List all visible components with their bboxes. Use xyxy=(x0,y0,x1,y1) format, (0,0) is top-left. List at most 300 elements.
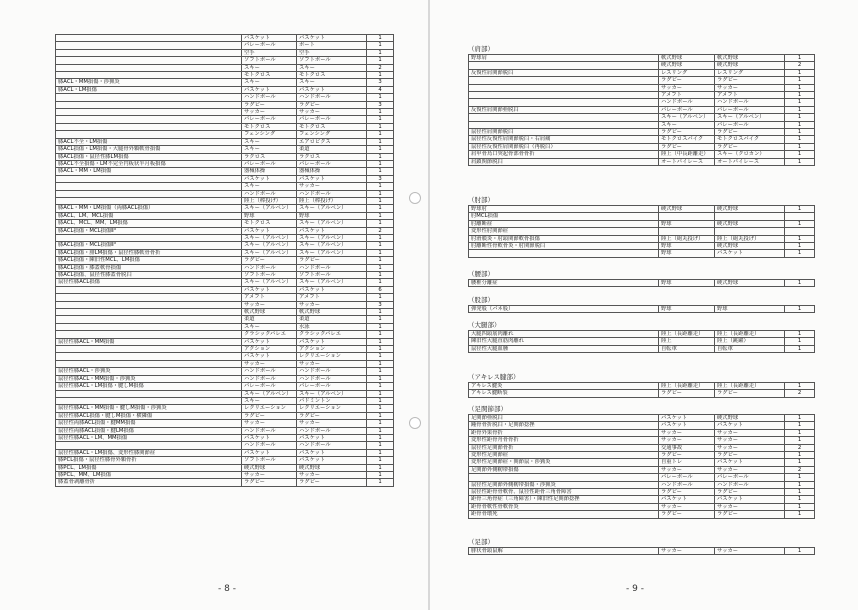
sport-cell: バスケット xyxy=(242,86,297,93)
table-row xyxy=(469,390,815,397)
sport2-cell: バレーボール xyxy=(715,121,785,128)
injury-cell xyxy=(56,35,242,42)
binder-hole-top xyxy=(409,192,421,204)
table-row xyxy=(56,227,394,234)
table-row xyxy=(56,79,394,86)
count-cell: 1 xyxy=(785,489,815,496)
table-row xyxy=(469,92,815,99)
sport-cell: バスケット xyxy=(659,422,715,429)
sport2-cell: 硬式野球 xyxy=(297,464,367,471)
injury-cell: 鼠径性膝ACL・MM損傷・腱しM損傷・渉猟炎 xyxy=(56,405,242,412)
table-row xyxy=(56,264,394,271)
count-cell: 1 xyxy=(367,449,394,456)
table-row xyxy=(56,309,394,316)
table-row xyxy=(56,331,394,338)
table-row xyxy=(469,243,815,250)
sport2-cell: バスケット xyxy=(715,459,785,466)
section-table xyxy=(468,414,815,519)
sport2-cell: レクリエーション xyxy=(297,353,367,360)
count-cell: 1 xyxy=(785,422,815,429)
count-cell: 2 xyxy=(785,390,815,397)
count-cell: 1 xyxy=(367,116,394,123)
sport2-cell: サッカー xyxy=(297,420,367,427)
section-title: （足部） xyxy=(468,538,494,546)
count-cell: 1 xyxy=(785,121,815,128)
sport2-cell: バスケット xyxy=(297,286,367,293)
injury-cell xyxy=(56,360,242,367)
sport2-cell: スキー（アルペン） xyxy=(297,205,367,212)
sport2-cell: 硬式野球 xyxy=(715,280,785,287)
table-row xyxy=(56,205,394,212)
sport2-cell: サッカー xyxy=(715,548,785,555)
count-cell: 1 xyxy=(367,368,394,375)
count-cell: 1 xyxy=(367,420,394,427)
injury-cell xyxy=(469,62,659,69)
sport2-cell: 硬式野球 xyxy=(715,206,785,213)
table-row xyxy=(56,368,394,375)
sport2-cell: 陸上（跳躍） xyxy=(715,338,785,345)
sport-cell: ラグビー xyxy=(659,390,715,397)
injury-section xyxy=(468,295,815,313)
section-table xyxy=(468,279,815,287)
sport-cell: サッカー xyxy=(659,548,715,555)
left-page xyxy=(0,0,428,610)
table-row xyxy=(56,405,394,412)
sport-cell: アメフト xyxy=(242,294,297,301)
count-cell: 1 xyxy=(367,234,394,241)
count-cell xyxy=(785,213,815,220)
table-row xyxy=(469,422,815,429)
table-row xyxy=(56,316,394,323)
injury-cell: 膝ACL損傷、鼠径性膝蓋骨脱臼 xyxy=(56,272,242,279)
count-cell xyxy=(785,228,815,235)
sport-cell: ハンドボール xyxy=(242,190,297,197)
section-title: （アキレス腱部） xyxy=(468,373,520,381)
count-cell: 1 xyxy=(367,168,394,175)
sport2-cell: スキー（アルペン） xyxy=(715,114,785,121)
count-cell: 1 xyxy=(367,220,394,227)
injury-cell xyxy=(56,42,242,49)
sport2-cell: バレーボール xyxy=(715,106,785,113)
injury-section xyxy=(468,537,815,555)
sport2-cell: 器械体操 xyxy=(297,168,367,175)
injury-cell xyxy=(56,331,242,338)
page-number-left: - 8 - xyxy=(218,584,236,594)
table-row xyxy=(56,471,394,478)
table-row xyxy=(56,427,394,434)
sport-cell: スキー（アルペン） xyxy=(242,234,297,241)
table-row xyxy=(469,250,815,257)
sport-cell: ハンドボール xyxy=(659,481,715,488)
sport2-cell: バレーボール xyxy=(297,383,367,390)
sport2-cell: ラグビー xyxy=(297,257,367,264)
sport2-cell: エアロビクス xyxy=(297,138,367,145)
injury-cell: 肩鎖関節脱臼 xyxy=(469,158,659,165)
injury-cell: 距骨骨軟性骨軟骨炎 xyxy=(469,503,659,510)
sport-cell: 野球 xyxy=(659,250,715,257)
sport-cell: バスケット xyxy=(242,353,297,360)
sport2-cell: バスケット xyxy=(297,86,367,93)
injury-cell: 膝蓋骨剥離骨折 xyxy=(56,479,242,486)
count-cell: 1 xyxy=(367,434,394,441)
injury-cell: 鼠径性反復性肩関節脱臼（再脱臼） xyxy=(469,143,659,150)
sport-cell: スキー xyxy=(242,323,297,330)
sport2-cell: スキー（アルペン） xyxy=(297,234,367,241)
injury-cell: 鼠径性膝ACL・LM損傷・腱しM損傷 xyxy=(56,383,242,390)
section-table xyxy=(468,382,815,398)
sport-cell: ラグビー xyxy=(242,257,297,264)
sport-cell: スキー xyxy=(242,79,297,86)
count-cell: 2 xyxy=(785,444,815,451)
right-page xyxy=(430,0,858,610)
injury-cell xyxy=(56,49,242,56)
sport2-cell: モトクロスバイク xyxy=(715,136,785,143)
sport-cell: ソフトボール xyxy=(242,57,297,64)
table-row xyxy=(56,49,394,56)
injury-cell: 距骨三角骨症（三角障害）・陳旧性足関節捻挫 xyxy=(469,496,659,503)
injury-cell: アキレス腱炎 xyxy=(469,383,659,390)
table-row xyxy=(469,228,815,235)
injury-cell xyxy=(56,286,242,293)
count-cell: 1 xyxy=(785,158,815,165)
count-cell: 1 xyxy=(367,427,394,434)
injury-cell: アキレス腱断裂 xyxy=(469,390,659,397)
sport2-cell: ソフトボール xyxy=(297,57,367,64)
injury-section xyxy=(468,320,815,353)
table-row xyxy=(469,459,815,466)
count-cell: 1 xyxy=(367,346,394,353)
sport-cell: 陸上（長距離走） xyxy=(659,383,715,390)
sport2-cell: サッカー xyxy=(715,466,785,473)
injury-cell: 膝ACL、MCL、MM、LM損傷 xyxy=(56,220,242,227)
count-cell: 1 xyxy=(367,471,394,478)
sport-cell: ハンドボール xyxy=(242,427,297,434)
injury-cell: 肩甲骨烏口突起骨部骨骨折 xyxy=(469,151,659,158)
sport2-cell: 柔道 xyxy=(297,146,367,153)
count-cell: 1 xyxy=(367,383,394,390)
injury-cell xyxy=(469,474,659,481)
count-cell: 1 xyxy=(367,190,394,197)
table-row xyxy=(469,143,815,150)
table-row xyxy=(56,183,394,190)
sport2-cell: 陸上（長距離走） xyxy=(715,331,785,338)
injury-cell: 変形性距骨舟骨骨折 xyxy=(469,437,659,444)
injury-cell: 鼠径性距骨骨軟骨、鼠径性距骨三角骨障害 xyxy=(469,489,659,496)
sport2-cell: ラグビー xyxy=(715,77,785,84)
sport2-cell xyxy=(715,213,785,220)
sport2-cell: バレーボール xyxy=(297,116,367,123)
count-cell: 1 xyxy=(785,114,815,121)
injury-cell: 反復性肩関節脱臼 xyxy=(469,69,659,76)
sport-cell: 軟式野球 xyxy=(659,55,715,62)
sport-cell: サッカー xyxy=(659,466,715,473)
table-row xyxy=(56,442,394,449)
sport2-cell: ハンドボール xyxy=(297,427,367,434)
injury-cell: 鼠径性両膝ACL損傷・腱MM損傷 xyxy=(56,420,242,427)
table-row xyxy=(56,72,394,79)
sport-cell: 空手 xyxy=(242,49,297,56)
injury-section xyxy=(468,372,815,398)
page-number-right: - 9 - xyxy=(626,584,644,594)
injury-cell: 腰椎分離症 xyxy=(469,280,659,287)
count-cell: 1 xyxy=(785,77,815,84)
injury-cell: 大腿四頭筋肉離れ xyxy=(469,331,659,338)
sport2-cell: バスケット xyxy=(297,35,367,42)
count-cell: 2 xyxy=(785,62,815,69)
sport-cell: サッカー xyxy=(242,301,297,308)
count-cell: 1 xyxy=(785,452,815,459)
table-row xyxy=(469,452,815,459)
sport2-cell: サッカー xyxy=(297,301,367,308)
table-row xyxy=(469,496,815,503)
injury-cell xyxy=(56,183,242,190)
injury-cell: 陳旧性大腿直筋肉離れ xyxy=(469,338,659,345)
count-cell: 1 xyxy=(367,360,394,367)
count-cell: 4 xyxy=(367,86,394,93)
injury-cell xyxy=(56,234,242,241)
sport-cell: レスリング xyxy=(659,69,715,76)
count-cell: 1 xyxy=(785,129,815,136)
sport2-cell: オートバイレース xyxy=(715,158,785,165)
sport-cell: スキー xyxy=(242,397,297,404)
count-cell: 1 xyxy=(785,503,815,510)
sport-cell: 陸上 xyxy=(659,338,715,345)
injury-cell xyxy=(469,250,659,257)
count-cell: 1 xyxy=(785,474,815,481)
table-row xyxy=(56,57,394,64)
injury-cell: 膝ACL損傷・腓LM損傷・鼠径性膝軟骨骨折 xyxy=(56,249,242,256)
count-cell: 1 xyxy=(367,242,394,249)
injury-cell xyxy=(469,114,659,121)
table-row xyxy=(469,383,815,390)
sport-cell: 野球 xyxy=(659,280,715,287)
sport-cell: バスケット xyxy=(242,35,297,42)
sport2-cell: スキー xyxy=(297,79,367,86)
injury-cell xyxy=(56,109,242,116)
table-row xyxy=(56,272,394,279)
sport2-cell: ラグビー xyxy=(715,129,785,136)
injury-cell: 鼠径性足関節外側靭帯損傷・渉猟炎 xyxy=(469,481,659,488)
count-cell: 1 xyxy=(367,316,394,323)
sport2-cell: バスケット xyxy=(715,422,785,429)
sport-cell xyxy=(659,228,715,235)
sport2-cell: 陸上（砲丸投げ） xyxy=(715,235,785,242)
injury-cell xyxy=(56,190,242,197)
injury-cell: 野球肘 xyxy=(469,206,659,213)
sport2-cell: ラグビー xyxy=(297,412,367,419)
injury-cell: 鼠径性膝ACL損傷・腱しM損傷・横隣傷 xyxy=(56,412,242,419)
injury-cell: 変形性肘関節症 xyxy=(469,228,659,235)
table-row xyxy=(56,301,394,308)
sport-cell: 野球 xyxy=(659,220,715,227)
table-row xyxy=(56,101,394,108)
table-row xyxy=(56,279,394,286)
section-table xyxy=(468,205,815,258)
sport2-cell: アクション xyxy=(297,346,367,353)
sport2-cell: アメフト xyxy=(297,294,367,301)
count-cell: 1 xyxy=(785,415,815,422)
sport2-cell: ラグビー xyxy=(715,143,785,150)
sport2-cell: ラグビー xyxy=(715,489,785,496)
count-cell: 1 xyxy=(785,136,815,143)
sport2-cell xyxy=(715,228,785,235)
injury-cell xyxy=(56,72,242,79)
sport-cell: バスケット xyxy=(242,286,297,293)
injury-cell: 膝ACL・MM・LM損傷 xyxy=(56,168,242,175)
sport2-cell: 硬式野球 xyxy=(715,220,785,227)
sport2-cell: 硬式野球 xyxy=(715,243,785,250)
injury-cell: 変形性足関節症・関節鼠・渉猟炎 xyxy=(469,459,659,466)
sport-cell: ハンドボール xyxy=(242,368,297,375)
count-cell: 1 xyxy=(367,479,394,486)
table-row xyxy=(56,116,394,123)
sport2-cell: サッカー xyxy=(715,429,785,436)
sport2-cell: ラグビー xyxy=(715,390,785,397)
count-cell: 1 xyxy=(785,84,815,91)
sport2-cell: モトクロス xyxy=(297,72,367,79)
table-row xyxy=(56,434,394,441)
count-cell: 1 xyxy=(367,146,394,153)
count-cell: 1 xyxy=(785,235,815,242)
injury-cell xyxy=(469,84,659,91)
count-cell: 1 xyxy=(785,338,815,345)
injury-cell xyxy=(469,92,659,99)
count-cell: 1 xyxy=(367,42,394,49)
sport-cell: 自転車 xyxy=(659,345,715,352)
sport2-cell: 野球 xyxy=(715,306,785,313)
sport2-cell: ハンドボール xyxy=(715,481,785,488)
sport2-cell: サッカー xyxy=(297,471,367,478)
injury-cell: 鼠径性膝ACL・LM、MM損傷 xyxy=(56,434,242,441)
injury-cell: 肘離断性骨軟骨炎・肘関節脱臼 xyxy=(469,243,659,250)
sport2-cell: サッカー xyxy=(715,444,785,451)
count-cell: 1 xyxy=(367,212,394,219)
sport2-cell: スキー（アルペン） xyxy=(297,220,367,227)
sport2-cell: バスケット xyxy=(297,175,367,182)
sport2-cell: アメフト xyxy=(715,92,785,99)
injury-cell xyxy=(56,442,242,449)
sport2-cell: バスケット xyxy=(715,496,785,503)
injury-cell: 膝PCL損傷・鼠径性膝骨外顆骨折 xyxy=(56,457,242,464)
count-cell: 1 xyxy=(367,35,394,42)
injury-cell: 膝ACL、LM、MCL損傷 xyxy=(56,212,242,219)
sport-cell: スキー（アルペン） xyxy=(242,249,297,256)
count-cell: 1 xyxy=(785,331,815,338)
table-row xyxy=(469,474,815,481)
sport-cell: ハンドボール xyxy=(659,99,715,106)
count-cell: 1 xyxy=(367,264,394,271)
table-row xyxy=(469,503,815,510)
table-row xyxy=(56,286,394,293)
table-row xyxy=(56,42,394,49)
table-row xyxy=(469,437,815,444)
injury-cell: 弾発股（バネ股） xyxy=(469,306,659,313)
injury-cell: 変形性足関節症 xyxy=(469,452,659,459)
sport-cell: 陸上（砲丸投げ） xyxy=(659,235,715,242)
injury-cell xyxy=(469,99,659,106)
table-row xyxy=(469,213,815,220)
sport2-cell: バスケット xyxy=(297,434,367,441)
table-row xyxy=(56,234,394,241)
count-cell: 6 xyxy=(367,286,394,293)
injury-cell xyxy=(56,175,242,182)
table-row xyxy=(469,489,815,496)
sport-cell: ハンドボール xyxy=(242,375,297,382)
sport2-cell: 陸上（長距離走） xyxy=(715,383,785,390)
sport-cell: バレーボール xyxy=(242,116,297,123)
sport-cell: ラグビー xyxy=(242,479,297,486)
table-row xyxy=(469,235,815,242)
sport2-cell: 水泳 xyxy=(297,323,367,330)
count-cell: 2 xyxy=(367,227,394,234)
sport2-cell: バスケット xyxy=(297,338,367,345)
count-cell: 1 xyxy=(785,92,815,99)
sport-cell: 野球 xyxy=(242,212,297,219)
injury-cell xyxy=(56,131,242,138)
sport-cell: 軟式野球 xyxy=(242,309,297,316)
sport-cell: スキー xyxy=(242,138,297,145)
sport-cell: 交通事故 xyxy=(659,444,715,451)
table-row xyxy=(469,151,815,158)
injury-cell xyxy=(56,346,242,353)
table-row xyxy=(56,257,394,264)
count-cell: 1 xyxy=(785,437,815,444)
injury-cell xyxy=(56,197,242,204)
table-row xyxy=(56,190,394,197)
injury-cell: 膝ACL損傷・MCL損傷Ⅱ° xyxy=(56,227,242,234)
sport2-cell: スキー xyxy=(297,64,367,71)
sport2-cell: サッカー xyxy=(715,437,785,444)
injury-cell: 膝ACL損傷・陳旧性MCL、LM損傷 xyxy=(56,257,242,264)
table-row xyxy=(469,415,815,422)
count-cell: 1 xyxy=(367,309,394,316)
table-row xyxy=(56,420,394,427)
sport2-cell: ハンドボール xyxy=(715,99,785,106)
sport2-cell: サッカー xyxy=(715,503,785,510)
count-cell: 1 xyxy=(785,481,815,488)
sport-cell: ラグビー xyxy=(659,511,715,518)
table-row xyxy=(56,294,394,301)
count-cell: 1 xyxy=(367,109,394,116)
count-cell: 1 xyxy=(367,338,394,345)
table-row xyxy=(56,479,394,486)
sport2-cell: ソフトボール xyxy=(297,272,367,279)
sport2-cell: ラグビー xyxy=(715,511,785,518)
sport-cell: ハンドボール xyxy=(242,94,297,101)
section-title: （股部） xyxy=(468,296,494,304)
injury-cell: 膝ACL損傷・鼠径性膝LM損傷 xyxy=(56,153,242,160)
sport-cell: サッカー xyxy=(242,420,297,427)
sport-cell: ラグビー xyxy=(659,143,715,150)
injury-cell: 腓状骨頭鼠解 xyxy=(469,548,659,555)
count-cell: 1 xyxy=(367,131,394,138)
sport2-cell: モトクロス xyxy=(297,123,367,130)
sport-cell: バレーボール xyxy=(242,383,297,390)
table-row xyxy=(56,375,394,382)
table-row xyxy=(56,449,394,456)
injury-section xyxy=(468,404,815,519)
sport-cell: スキー xyxy=(242,183,297,190)
sport-cell: ハンドボール xyxy=(242,264,297,271)
injury-cell: 膝PCL、LM損傷 xyxy=(56,464,242,471)
count-cell: 1 xyxy=(367,94,394,101)
sport2-cell: フェンシング xyxy=(297,131,367,138)
sport-cell: サッカー xyxy=(242,360,297,367)
table-row xyxy=(56,160,394,167)
sport-cell: オートバイレース xyxy=(659,158,715,165)
injury-cell xyxy=(56,316,242,323)
sport2-cell: レクリエーション xyxy=(297,405,367,412)
